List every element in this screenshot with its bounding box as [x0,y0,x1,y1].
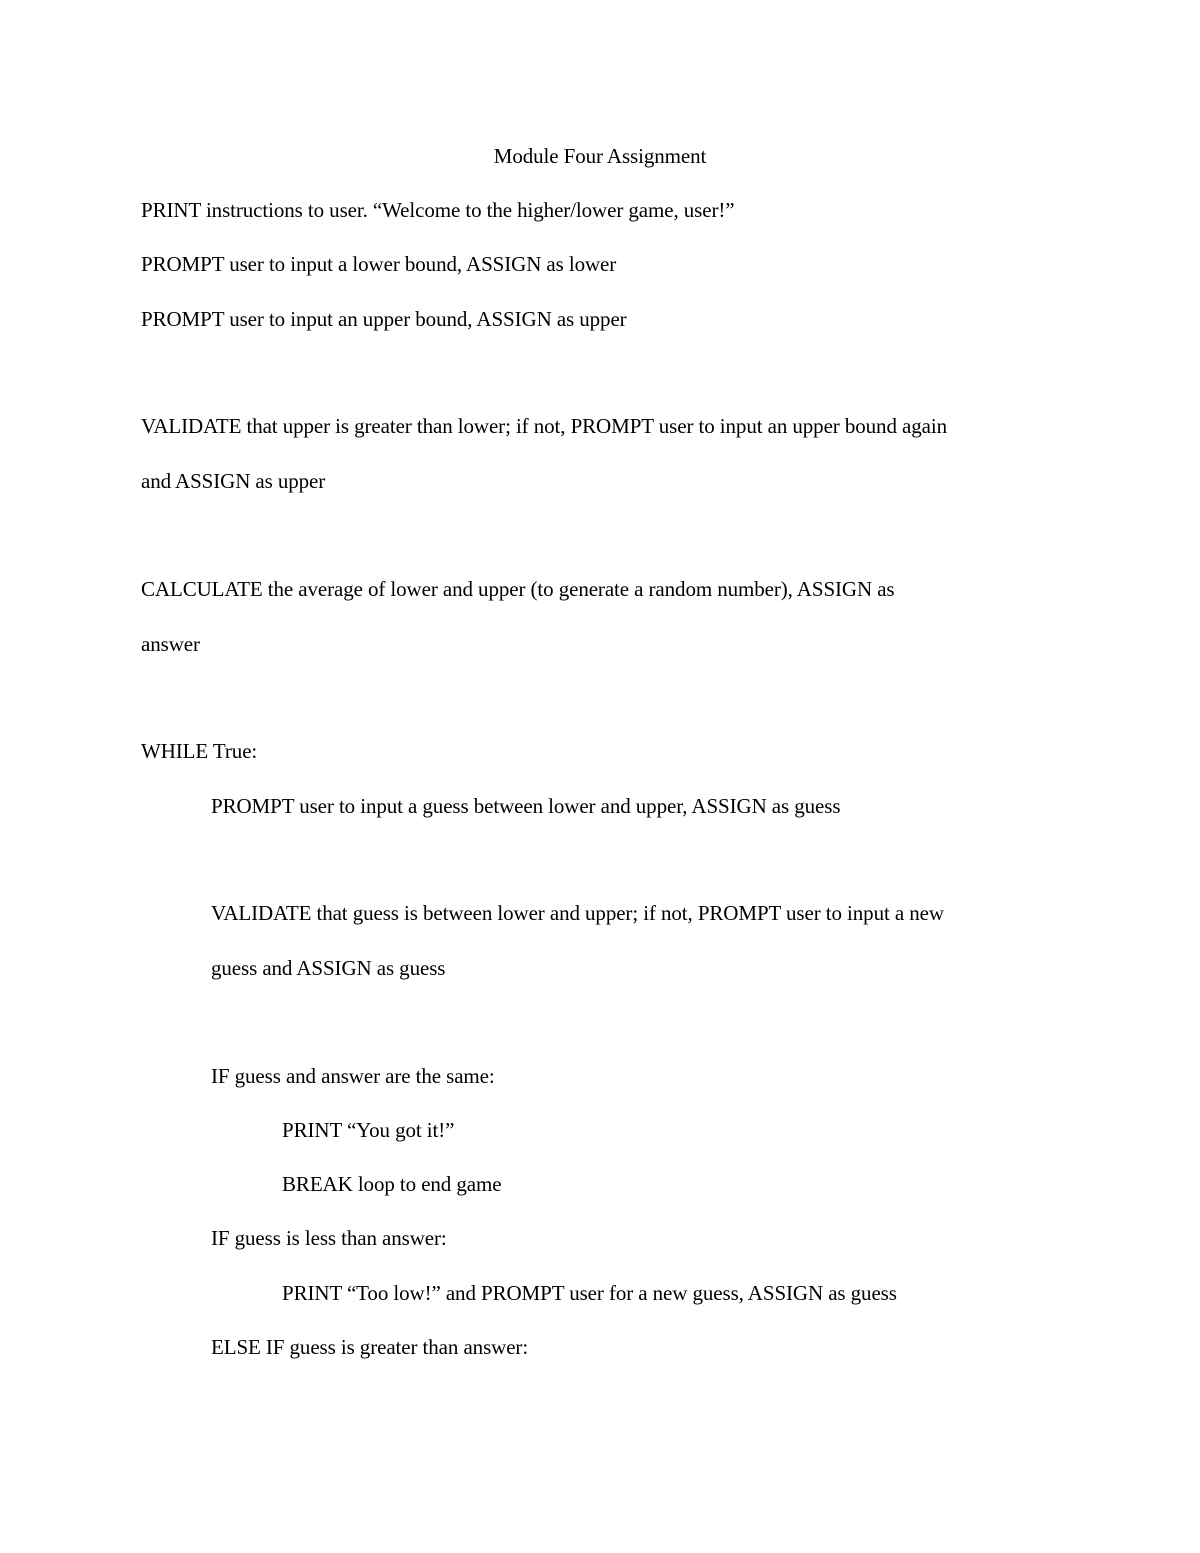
pseudocode-line-prompt-guess: PROMPT user to input a guess between lower and upper, ASSIGN as guess [211,794,841,818]
pseudocode-line-prompt-upper: PROMPT user to input an upper bound, ASSIGN as upper [141,307,627,331]
pseudocode-line-print-too-low: PRINT “Too low!” and PROMPT user for a new guess, ASSIGN as guess [282,1281,897,1305]
page-title: Module Four Assignment [493,144,707,168]
pseudocode-line-validate-guess-cont: guess and ASSIGN as guess [211,956,446,980]
pseudocode-line-validate-upper-cont: and ASSIGN as upper [141,469,326,493]
pseudocode-line-break-loop: BREAK loop to end game [282,1172,502,1196]
pseudocode-line-validate-guess: VALIDATE that guess is between lower and upper; if not, PROMPT user to input a new [211,901,944,925]
pseudocode-line-if-less: IF guess is less than answer: [211,1226,447,1250]
pseudocode-line-while-true: WHILE True: [141,739,258,763]
pseudocode-line-calculate-answer-cont: answer [141,632,200,656]
pseudocode-line-if-same: IF guess and answer are the same: [211,1064,495,1088]
pseudocode-line-print-got-it: PRINT “You got it!” [282,1118,455,1142]
pseudocode-line-validate-upper: VALIDATE that upper is greater than lower; if not, PROMPT user to input an upper bound again [141,414,947,438]
pseudocode-line-else-if-greater: ELSE IF guess is greater than answer: [211,1335,529,1359]
pseudocode-line-calculate-answer: CALCULATE the average of lower and upper (to generate a random number), ASSIGN as [141,577,895,601]
pseudocode-line-print-instructions: PRINT instructions to user. “Welcome to the higher/lower game, user!” [141,198,735,222]
pseudocode-line-prompt-lower: PROMPT user to input a lower bound, ASSIGN as lower [141,252,617,276]
